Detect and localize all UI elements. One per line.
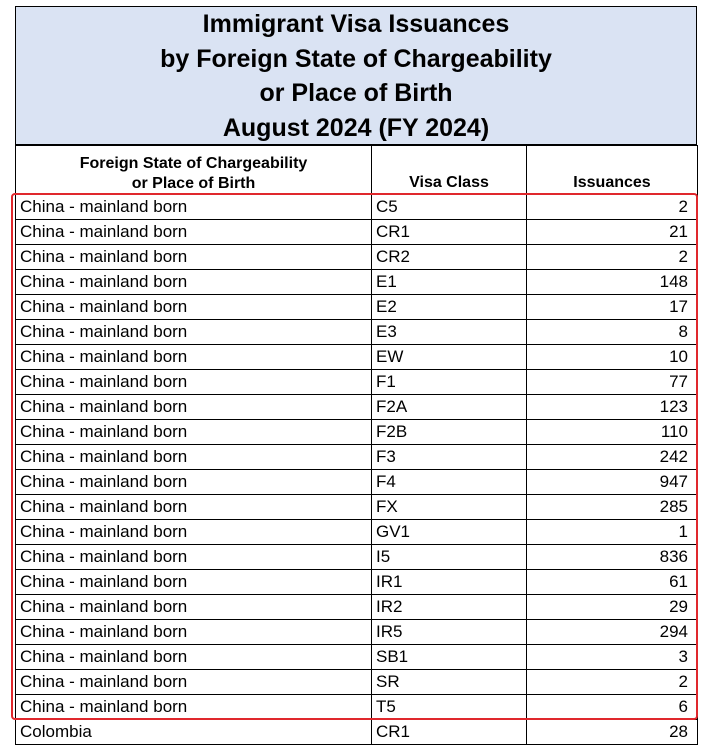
cell-issuances[interactable]: 10: [527, 345, 698, 370]
table-row: [16, 620, 698, 645]
cell-visa-class[interactable]: T5: [372, 695, 527, 720]
cell-issuances[interactable]: 1: [527, 520, 698, 545]
cell-visa-class[interactable]: F2B: [372, 420, 527, 445]
title-line: by Foreign State of Chargeability: [160, 44, 552, 73]
cell-visa-class[interactable]: EW: [372, 345, 527, 370]
table-row: [16, 345, 698, 370]
cell-state[interactable]: China - mainland born: [16, 495, 372, 520]
table-row: [16, 470, 698, 495]
header-state: [16, 146, 372, 195]
cell-visa-class[interactable]: CR1: [372, 720, 527, 745]
cell-issuances[interactable]: 61: [527, 570, 698, 595]
cell-visa-class[interactable]: I5: [372, 545, 527, 570]
title-line: or Place of Birth: [259, 79, 453, 107]
cell-issuances[interactable]: 294: [527, 620, 698, 645]
cell-state[interactable]: China - mainland born: [16, 470, 372, 495]
cell-visa-class[interactable]: IR5: [372, 620, 527, 645]
cell-state[interactable]: China - mainland born: [16, 620, 372, 645]
table-body: [16, 195, 698, 745]
cell-state[interactable]: China - mainland born: [16, 445, 372, 470]
cell-issuances[interactable]: 28: [527, 720, 698, 745]
header-visa-class: Visa Class: [372, 146, 527, 195]
cell-state[interactable]: China - mainland born: [16, 345, 372, 370]
cell-visa-class[interactable]: CR2: [372, 245, 527, 270]
cell-state[interactable]: China - mainland born: [16, 595, 372, 620]
header-state-line1: Foreign State of Chargeability: [79, 155, 308, 172]
cell-state[interactable]: China - mainland born: [16, 320, 372, 345]
table-row: [16, 570, 698, 595]
cell-issuances[interactable]: 29: [527, 595, 698, 620]
cell-issuances[interactable]: 285: [527, 495, 698, 520]
cell-visa-class[interactable]: F1: [372, 370, 527, 395]
cell-issuances[interactable]: 947: [527, 470, 698, 495]
cell-state[interactable]: China - mainland born: [16, 420, 372, 445]
cell-state[interactable]: China - mainland born: [16, 270, 372, 295]
visa-issuance-sheet: [15, 6, 697, 745]
cell-issuances[interactable]: 836: [527, 545, 698, 570]
cell-visa-class[interactable]: CR1: [372, 220, 527, 245]
cell-state[interactable]: China - mainland born: [16, 195, 372, 220]
cell-state[interactable]: China - mainland born: [16, 670, 372, 695]
cell-issuances[interactable]: 242: [527, 445, 698, 470]
table-row: [16, 420, 698, 445]
cell-visa-class[interactable]: F2A: [372, 395, 527, 420]
header-state-line2: or Place of Birth: [131, 175, 256, 192]
report-title: [15, 6, 697, 145]
cell-visa-class[interactable]: SB1: [372, 645, 527, 670]
table-row: [16, 520, 698, 545]
cell-issuances[interactable]: 123: [527, 395, 698, 420]
table-row: [16, 370, 698, 395]
cell-visa-class[interactable]: F3: [372, 445, 527, 470]
table-row: [16, 395, 698, 420]
table-row: [16, 545, 698, 570]
cell-issuances[interactable]: 17: [527, 295, 698, 320]
title-line: August 2024 (FY 2024): [222, 113, 490, 142]
cell-visa-class[interactable]: FX: [372, 495, 527, 520]
cell-state[interactable]: China - mainland born: [16, 395, 372, 420]
table-row: [16, 670, 698, 695]
issuance-table: [15, 145, 698, 745]
cell-state[interactable]: Colombia: [16, 720, 372, 745]
cell-visa-class[interactable]: E3: [372, 320, 527, 345]
cell-issuances[interactable]: 77: [527, 370, 698, 395]
cell-issuances[interactable]: 2: [527, 670, 698, 695]
cell-visa-class[interactable]: SR: [372, 670, 527, 695]
table-row: [16, 495, 698, 520]
cell-visa-class[interactable]: E2: [372, 295, 527, 320]
cell-issuances[interactable]: 3: [527, 645, 698, 670]
table-row: [16, 295, 698, 320]
cell-visa-class[interactable]: C5: [372, 195, 527, 220]
table-row: [16, 245, 698, 270]
header-issuances: Issuances: [527, 146, 698, 195]
header-row: [16, 146, 698, 195]
cell-issuances[interactable]: 8: [527, 320, 698, 345]
cell-issuances[interactable]: 2: [527, 195, 698, 220]
table-row: [16, 320, 698, 345]
cell-issuances[interactable]: 2: [527, 245, 698, 270]
table-row: [16, 220, 698, 245]
cell-state[interactable]: China - mainland born: [16, 245, 372, 270]
table-row: [16, 720, 698, 745]
table-row: [16, 595, 698, 620]
cell-state[interactable]: China - mainland born: [16, 570, 372, 595]
table-row: [16, 645, 698, 670]
cell-state[interactable]: China - mainland born: [16, 545, 372, 570]
cell-state[interactable]: China - mainland born: [16, 220, 372, 245]
cell-issuances[interactable]: 148: [527, 270, 698, 295]
table-row: [16, 445, 698, 470]
cell-issuances[interactable]: 21: [527, 220, 698, 245]
cell-state[interactable]: China - mainland born: [16, 370, 372, 395]
title-line: Immigrant Visa Issuances: [202, 10, 510, 38]
table-row: [16, 195, 698, 220]
table-row: [16, 695, 698, 720]
cell-state[interactable]: China - mainland born: [16, 295, 372, 320]
cell-state[interactable]: China - mainland born: [16, 645, 372, 670]
cell-issuances[interactable]: 110: [527, 420, 698, 445]
cell-visa-class[interactable]: E1: [372, 270, 527, 295]
cell-visa-class[interactable]: IR1: [372, 570, 527, 595]
cell-issuances[interactable]: 6: [527, 695, 698, 720]
cell-state[interactable]: China - mainland born: [16, 695, 372, 720]
cell-state[interactable]: China - mainland born: [16, 520, 372, 545]
table-row: [16, 270, 698, 295]
cell-visa-class[interactable]: GV1: [372, 520, 527, 545]
cell-visa-class[interactable]: IR2: [372, 595, 527, 620]
cell-visa-class[interactable]: F4: [372, 470, 527, 495]
